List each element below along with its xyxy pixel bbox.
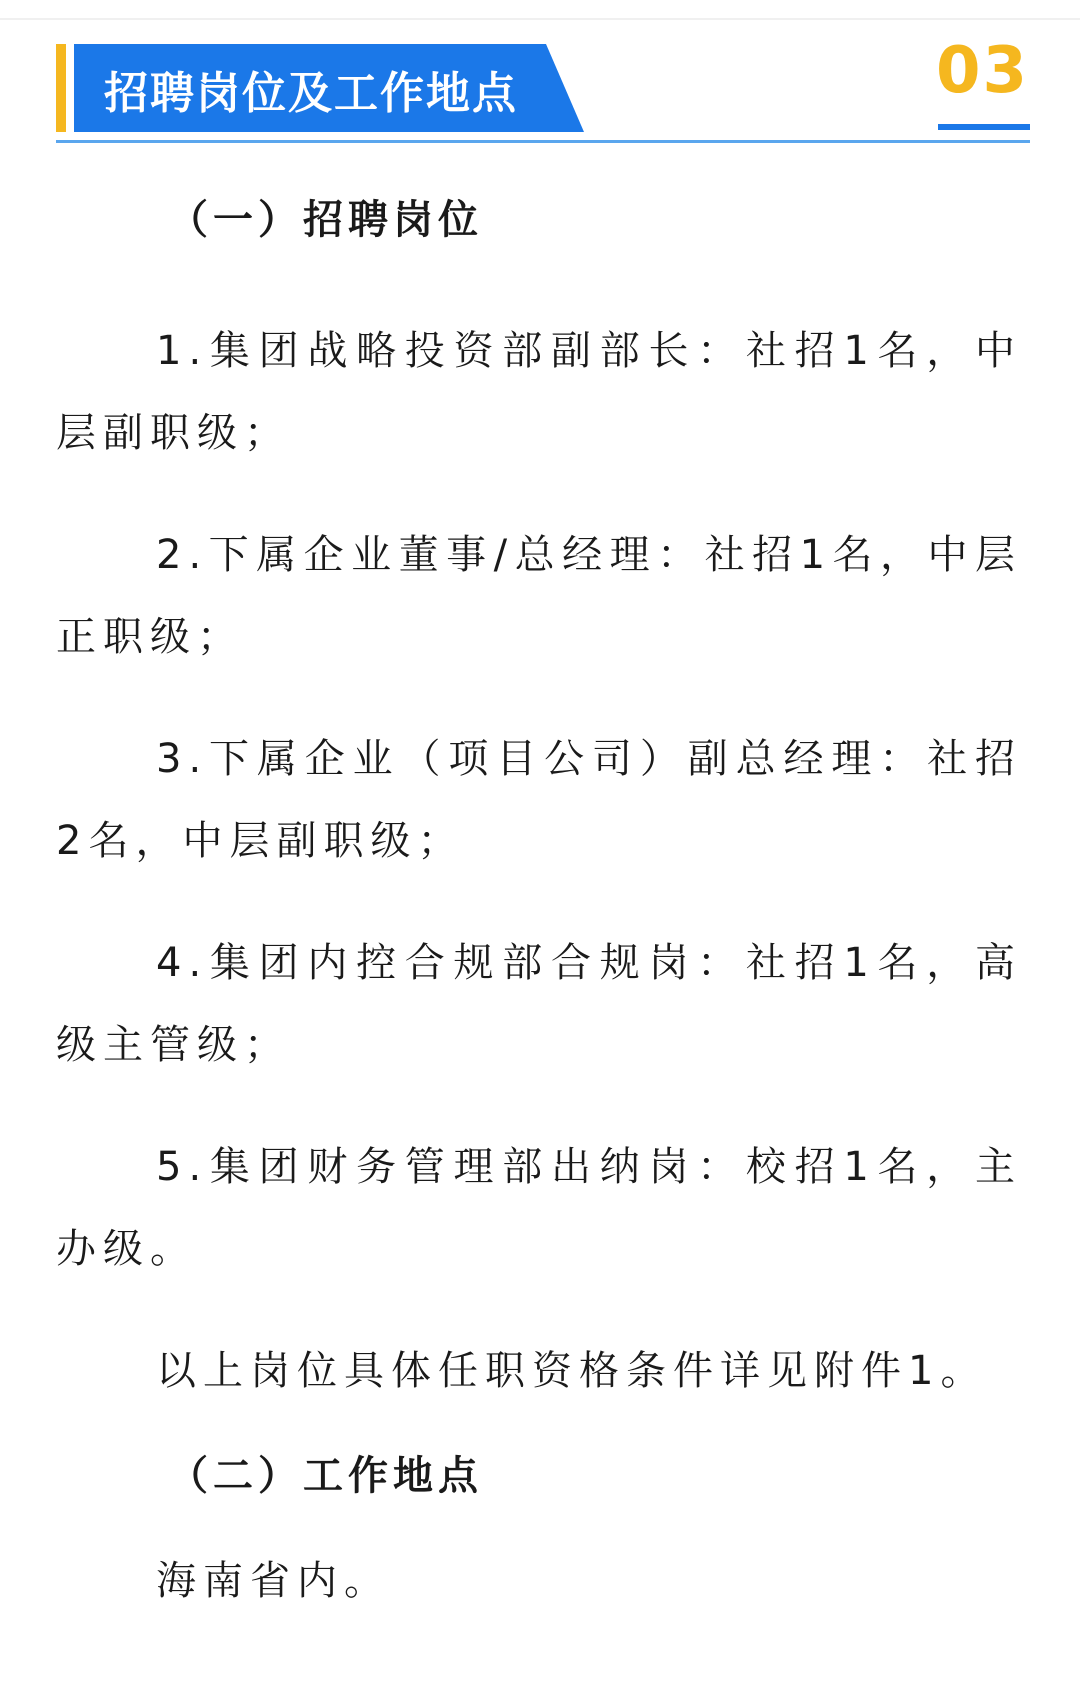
section-title: 招聘岗位及工作地点 bbox=[104, 68, 518, 119]
qualification-note: 以上岗位具体任职资格条件详见附件1。 bbox=[156, 1348, 988, 1394]
subsection-heading-positions: （一）招聘岗位 bbox=[168, 197, 483, 243]
article-body bbox=[56, 190, 1022, 1622]
position-item: 4.集团内控合规部合规岗：社招1名，高级主管级； bbox=[56, 940, 1022, 1068]
section-number-underline bbox=[938, 124, 1030, 130]
position-item: 3.下属企业（项目公司）副总经理：社招2名，中层副职级； bbox=[56, 736, 1022, 864]
position-item: 1.集团战略投资部副部长：社招1名，中层副职级； bbox=[56, 328, 1022, 456]
work-location: 海南省内。 bbox=[156, 1558, 391, 1604]
header-accent-bar bbox=[56, 44, 66, 132]
position-item: 2.下属企业董事/总经理：社招1名，中层正职级； bbox=[56, 532, 1022, 660]
subsection-heading-location: （二）工作地点 bbox=[168, 1453, 483, 1499]
header-underline bbox=[56, 140, 1030, 143]
section-number: 03 bbox=[936, 34, 1030, 108]
section-header bbox=[0, 0, 1080, 150]
position-item: 5.集团财务管理部出纳岗：校招1名，主办级。 bbox=[56, 1144, 1022, 1272]
